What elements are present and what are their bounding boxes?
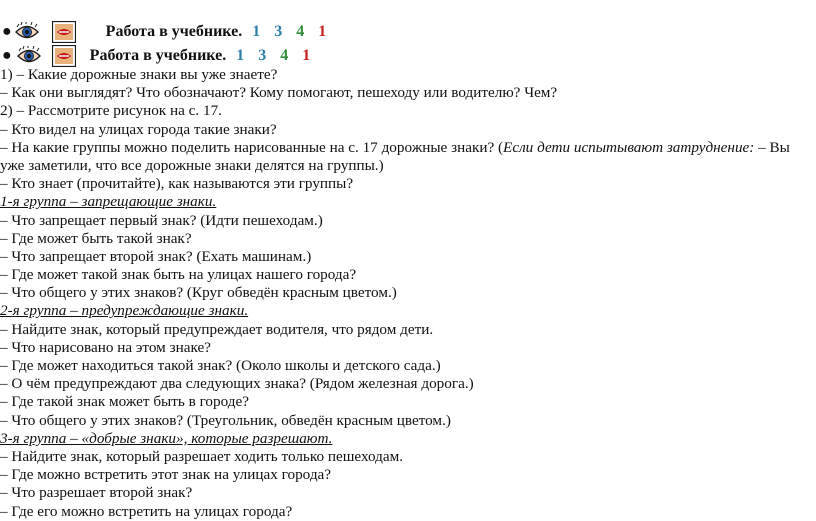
- question-line: – Что общего у этих знаков? (Круг обведён красным цветом.): [0, 284, 397, 302]
- question-line: – Кто знает (прочитайте), как называются эти группы?: [0, 175, 354, 193]
- group-title: 1-я группа – запрещающие знаки.: [0, 193, 217, 211]
- question-line: уже заметили, что все дорожные знаки делятся на группы.): [0, 156, 384, 174]
- question-line: – Где может такой знак быть на улицах нашего города?: [0, 266, 357, 284]
- header-row-2: [0, 44, 310, 68]
- question-line: – Что запрещает второй знак? (Ехать машинам.): [0, 247, 312, 265]
- group-title: 3-я группа – «добрые знаки», которые разрешают.: [0, 429, 333, 447]
- question-line: – Как они выглядят? Что обозначают? Кому помогают, пешеходу или водителю? Чем?: [0, 84, 558, 102]
- number-4: 1: [318, 23, 327, 40]
- question-line: – Что запрещает первый знак? (Идти пешеходам.): [0, 211, 323, 229]
- question-line: – Найдите знак, который предупреждает водителя, что рядом дети.: [0, 320, 434, 338]
- question-line: – Кто видел на улицах города такие знаки?: [0, 120, 277, 138]
- question-line: – Где можно встретить этот знак на улицах города?: [0, 466, 332, 484]
- eye-icon: [16, 46, 42, 66]
- number-1: 1: [252, 23, 261, 40]
- header-title: Работа в учебнике.: [89, 47, 227, 64]
- question-line: – О чём предупреждают два следующих знака? (Рядом железная дорога.): [0, 375, 474, 393]
- lesson-text: [0, 66, 816, 521]
- question-line: – Где может находиться такой знак? (Около школы и детского сада.): [0, 357, 441, 374]
- bullet: ●: [2, 23, 12, 40]
- eye-icon: [14, 22, 40, 42]
- question-line: [0, 139, 816, 157]
- question-line: – Что общего у этих знаков? (Треугольник, обведён красным цветом.): [0, 411, 451, 429]
- number-2: 3: [274, 23, 283, 40]
- number-2: 3: [258, 47, 267, 64]
- question-line: – Что нарисовано на этом знаке?: [0, 338, 211, 356]
- question-text: – На какие группы можно поделить нарисованные на с. 17 дорожные знаки? (: [0, 138, 504, 156]
- question-line: – Где может быть такой знак?: [0, 229, 192, 247]
- number-4: 1: [302, 47, 311, 64]
- number-1: 1: [236, 47, 245, 64]
- mouth-icon: [52, 45, 76, 67]
- question-line: – Где такой знак может быть в городе?: [0, 393, 249, 411]
- question-line: – Найдите знак, который разрешает ходить только пешеходам.: [0, 447, 403, 465]
- header-title: Работа в учебнике.: [105, 23, 243, 40]
- question-line: 1) – Какие дорожные знаки вы уже знаете?: [0, 66, 278, 83]
- header-row-1: [0, 20, 326, 44]
- question-text: – Вы: [754, 138, 790, 156]
- number-3: 4: [296, 23, 305, 40]
- teacher-note: Если дети испытывают затруднение:: [503, 138, 755, 156]
- bullet: ●: [2, 47, 12, 64]
- mouth-icon: [52, 21, 76, 43]
- question-line: – Что разрешает второй знак?: [0, 484, 193, 502]
- question-line: 2) – Рассмотрите рисунок на с. 17.: [0, 102, 222, 120]
- number-3: 4: [280, 47, 289, 64]
- group-title: 2-я группа – предупреждающие знаки.: [0, 302, 249, 320]
- question-line: – Где его можно встретить на улицах города?: [0, 502, 293, 520]
